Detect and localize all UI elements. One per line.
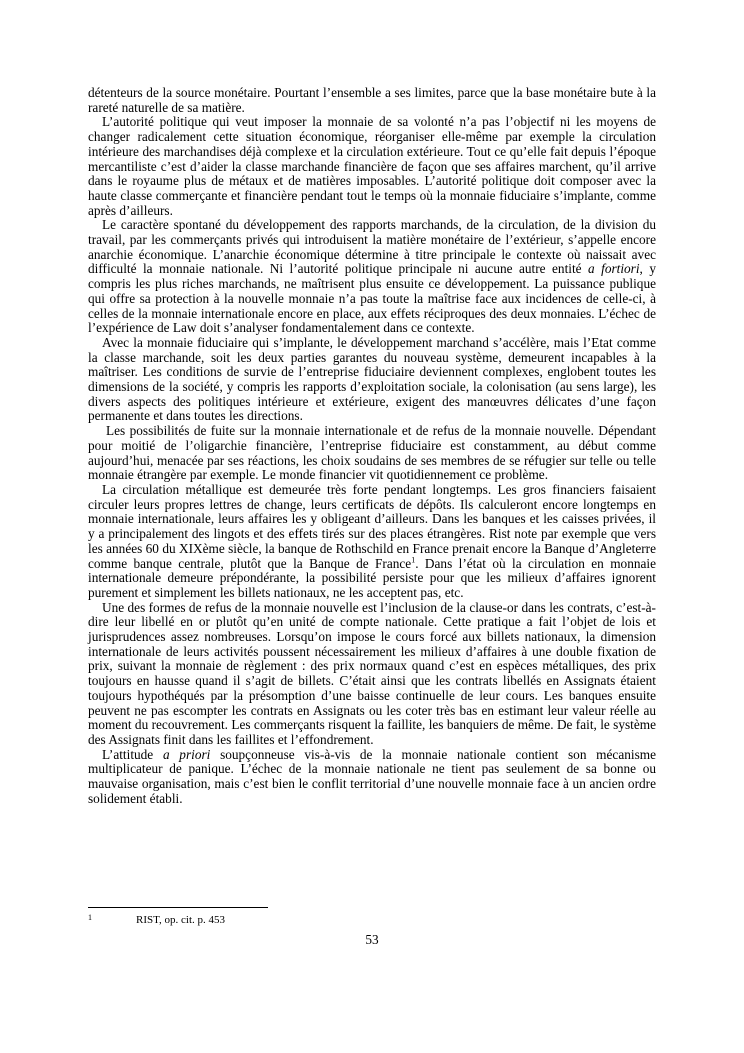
text-span: soupçonneuse vis-à-vis de la monnaie nationale contient son mécanisme multiplicateur de panique. L’échec de la monnaie nationale ne tient pas seulement de sa bonne ou mauvaise organisation, mais c’est bien le conflit territorial d’une nouvelle monnaie face à un ancien ordre solidement établi. <box>88 746 656 806</box>
paragraph-suspicious-attitude <box>88 748 656 807</box>
footnote-number: 1 <box>88 913 92 922</box>
paragraph-metallic-circulation <box>88 483 656 601</box>
paragraph-fiduciary-money: Avec la monnaie fiduciaire qui s’implante, le développement marchand s’accélère, mais l’Etat comme la classe marchande, soit les deux parties garantes du nouveau système, demeurent incapables à la maîtriser. Les conditions de survie de l’entreprise fiduciaire deviennent complexes, englobent toutes les dimensions de la société, y compris les rapports d’exploitation sociale, la colonisation (au sens large), les divers aspects des politiques intérieure et extérieure, exigent des manœuvres délicates d’une façon permanente et dans toutes les directions. <box>88 334 656 424</box>
document-body <box>88 86 656 806</box>
italic-phrase: a priori <box>162 746 211 762</box>
paragraph-political-authority: L’autorité politique qui veut imposer la monnaie de sa volonté n’a pas l’objectif ni les moyens de changer radicalement cette situation économique, réorganiser elle-même par exemple la circulation intérieure des marchandises déjà complexe et la circulation extérieure. Tout ce qu’elle fait depuis l’époque mercantiliste c’est d’aider la classe marchande financière de façon que ses affaires marchent, qu’il arrive dans le royaume plus de métaux et de matières imposables. L’autorité politique doit composer avec la haute classe commerçante et financière pendant tout le temps où la monnaie fiduciaire s’implante, comme après d’ailleurs. <box>88 114 656 218</box>
italic-phrase: a fortiori <box>588 261 640 277</box>
text-span: L’attitude <box>102 746 163 762</box>
text-span: . Dans l’état où la circulation en monnaie internationale demeure prépondérante, la possibilité persiste pour que les milieux d’affaires ignorent purement et simplement les billets nationaux, ne les acceptent pas, etc. <box>88 555 656 600</box>
text-span: , y compris les plus riches marchands, ne maîtrisent plus ensuite ce développement. La puissance publique qui offre sa protection à la nouvelle monnaie n’a pas toute la maîtrise face aux incidences de celle-ci, à celles de la monnaie internationale encore en place, aux effets réciproques des deux monnaies. L’échec de l’expérience de Law doit s’analyser fondamentalement dans ce contexte. <box>88 261 656 336</box>
paragraph-gold-clause: Une des formes de refus de la monnaie nouvelle est l’inclusion de la clause-or dans les contrats, c’est-à-dire leur libellé en or plutôt qu’en unité de compte nationale. Cette pratique a fait l’objet de lois et jurisprudences assez nombreuses. Lorsqu’on impose le cours forcé aux billets nationaux, la dimension internationale de leurs activités poussent nécessairement les milieux d’affaires à une double fixation de prix, suivant la monnaie de règlement : des prix normaux quand c’est en espèces métalliques, des prix toujours en hausse quand il s’agit de billets. C’était ainsi que les contrats libellés en Assignats étaient toujours hypothéqués par la présomption d’une baisse continuelle de leur cours. Les banques ensuite peuvent ne pas escompter les contrats en Assignats ou les coter très bas en estimant leur valeur réelle au moment du recouvrement. Les commerçants risquent la faillite, les banquiers de même. De fait, le système des Assignats finit dans les faillites et l’effondrement. <box>88 599 656 747</box>
footnote-divider <box>88 907 268 908</box>
text-span: La circulation métallique est demeurée très forte pendant longtemps. Les gros financiers faisaient circuler leurs propres lettres de change, leurs certificats de dépôts. Ils calculeront encore longtemps en monnaie internationale, leurs affaires les y obligeant d’ailleurs. Dans les banques et les caisses privées, il y a principalement des lingots et des effets tirés sur des places étrangères. Rist note par exemple que vers les années 60 du XIXème siècle, la banque de Rothschild en France prenait encore la Banque d’Angleterre comme banque centrale, plutôt que la Banque de France <box>88 481 656 571</box>
paragraph-flight-possibilities: Les possibilités de fuite sur la monnaie internationale et de refus de la monnaie nouvelle. Dépendant pour moitié de l’oligarchie financière, l’entreprise fiduciaire est constamment, au début comme aujourd’hui, menacée par ses réactions, les choix soudains de ses membres de se réfugier sur telle ou telle monnaie étrangère par exemple. Le monde financier vit quotidiennement ce problème. <box>88 423 656 483</box>
footnote-reference[interactable]: 1 <box>411 555 416 565</box>
paragraph-continuation: détenteurs de la source monétaire. Pourtant l’ensemble a ses limites, parce que la base monétaire bute à la rareté naturelle de sa matière. <box>88 85 656 115</box>
footnote-text: RIST, op. cit. p. 453 <box>136 914 226 926</box>
text-span: Le caractère spontané du développement des rapports marchands, de la circulation, de la division du travail, par les commerçants privés qui introduisent la matière monétaire de l’extérieur, s’appelle encore anarchie économique. L’anarchie économique détermine à titre principale le contexte où naissait avec difficulté la monnaie nationale. Ni l’autorité politique principale ni aucune autre entité <box>88 217 656 277</box>
paragraph-economic-anarchy <box>88 218 656 336</box>
page-number: 53 <box>365 932 379 947</box>
